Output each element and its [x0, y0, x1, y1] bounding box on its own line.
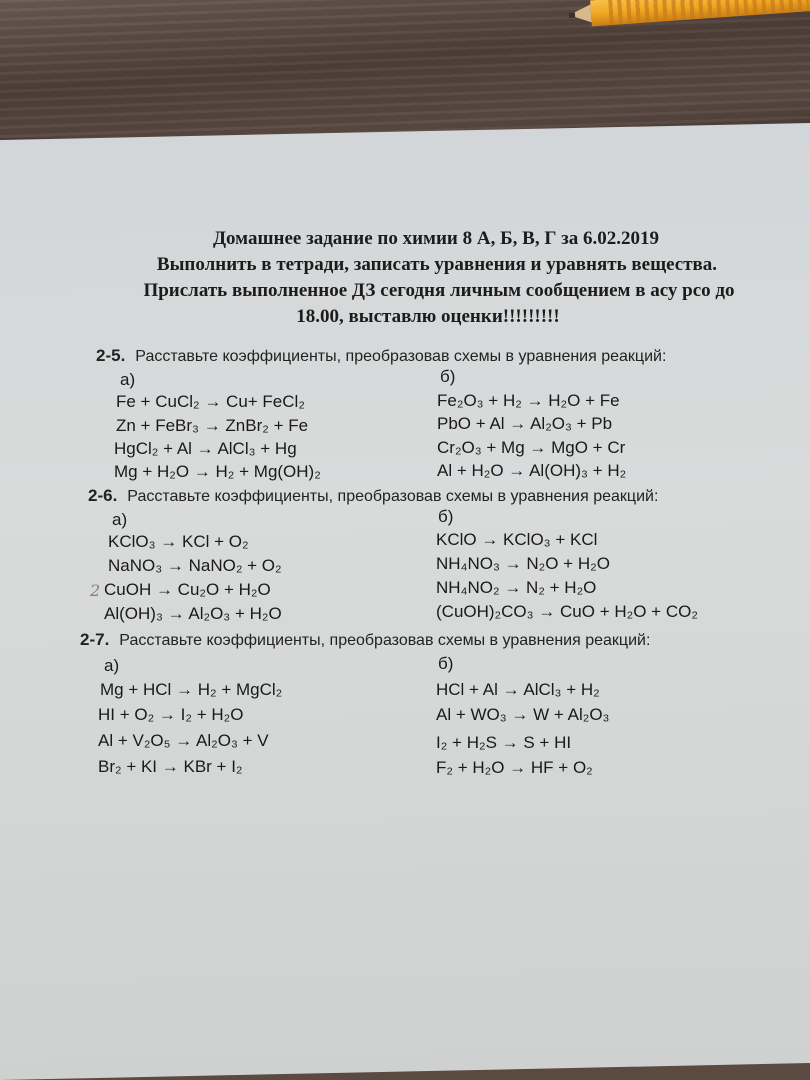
equation: NaNO₃ → NaNO₂ + O₂	[108, 556, 282, 575]
equation: Zn + FeBr₃ → ZnBr₂ + Fe	[116, 416, 309, 435]
task-instruction: Расставьте коэффициенты, преобразовав схемы в уравнения реакций:	[135, 348, 667, 365]
column-a-label: а)	[112, 510, 128, 529]
equation: CuOH → Cu₂O + H₂O	[104, 580, 271, 599]
equation: Al + H₂O → Al(OH)₃ + H₂	[437, 461, 627, 480]
equation: F₂ + H₂O → HF + O₂	[436, 758, 593, 777]
equation: Br₂ + KI → KBr + I₂	[98, 757, 243, 776]
equation: I₂ + H₂S → S + HI	[436, 733, 572, 752]
equation: Al + WO₃ → W + Al₂O₃	[436, 705, 610, 724]
header-line-2: Выполнить в тетради, записать уравнения и уравнять вещества.	[156, 254, 718, 275]
task-number: 2-6.	[88, 486, 118, 505]
column-b-label: б)	[440, 367, 456, 386]
equation: Al(OH)₃ → Al₂O₃ + H₂O	[104, 604, 282, 623]
equation: KClO₃ → KCl + O₂	[108, 532, 249, 551]
task-instruction: Расставьте коэффициенты, преобразовав схемы в уравнения реакций:	[127, 488, 659, 505]
equation: Fe₂O₃ + H₂ → H₂O + Fe	[437, 391, 620, 410]
header-line-1: Домашнее задание по химии 8 А, Б, В, Г за 6.02.2019	[212, 228, 660, 249]
equation: Fe + CuCl₂ → Cu+ FeCl₂	[116, 392, 305, 411]
task-number: 2-7.	[80, 630, 110, 649]
task-title	[80, 630, 650, 650]
equation: KClO → KClO₃ + KCl	[436, 530, 598, 549]
task-instruction: Расставьте коэффициенты, преобразовав схемы в уравнения реакций:	[119, 632, 651, 649]
column-b-label: б)	[438, 654, 454, 673]
equation: Al + V₂O₅ → Al₂O₃ + V	[98, 731, 269, 750]
equation: Mg + H₂O → H₂ + Mg(OH)₂	[114, 462, 321, 481]
equation: (CuOH)₂CO₃ → CuO + H₂O + CO₂	[436, 602, 698, 621]
equation: HCl + Al → AlCl₃ + H₂	[436, 680, 600, 699]
equation: PbO + Al → Al₂O₃ + Pb	[437, 414, 613, 433]
equation: NH₄NO₃ → N₂O + H₂O	[436, 554, 610, 573]
task-title	[96, 346, 666, 366]
equation: HgCl₂ + Al → AlCl₃ + Hg	[114, 439, 297, 458]
task-title	[88, 486, 658, 506]
equation: Cr₂O₃ + Mg → MgO + Cr	[437, 438, 626, 457]
column-b-label: б)	[438, 507, 454, 526]
column-a-label: а)	[104, 656, 120, 675]
handwritten-coefficient-mark: 2	[90, 581, 101, 600]
equation: HI + O₂ → I₂ + H₂O	[98, 705, 244, 724]
header-line-3: Прислать выполненное ДЗ сегодня личным сообщением в асу рсо до	[143, 280, 735, 301]
header-line-4: 18.00, выставлю оценки!!!!!!!!!	[296, 306, 560, 327]
column-a-label: а)	[120, 370, 136, 389]
equation: NH₄NO₂ → N₂ + H₂O	[436, 578, 597, 597]
task-number: 2-5.	[96, 346, 126, 365]
equation: Mg + HCl → H₂ + MgCl₂	[100, 680, 283, 699]
